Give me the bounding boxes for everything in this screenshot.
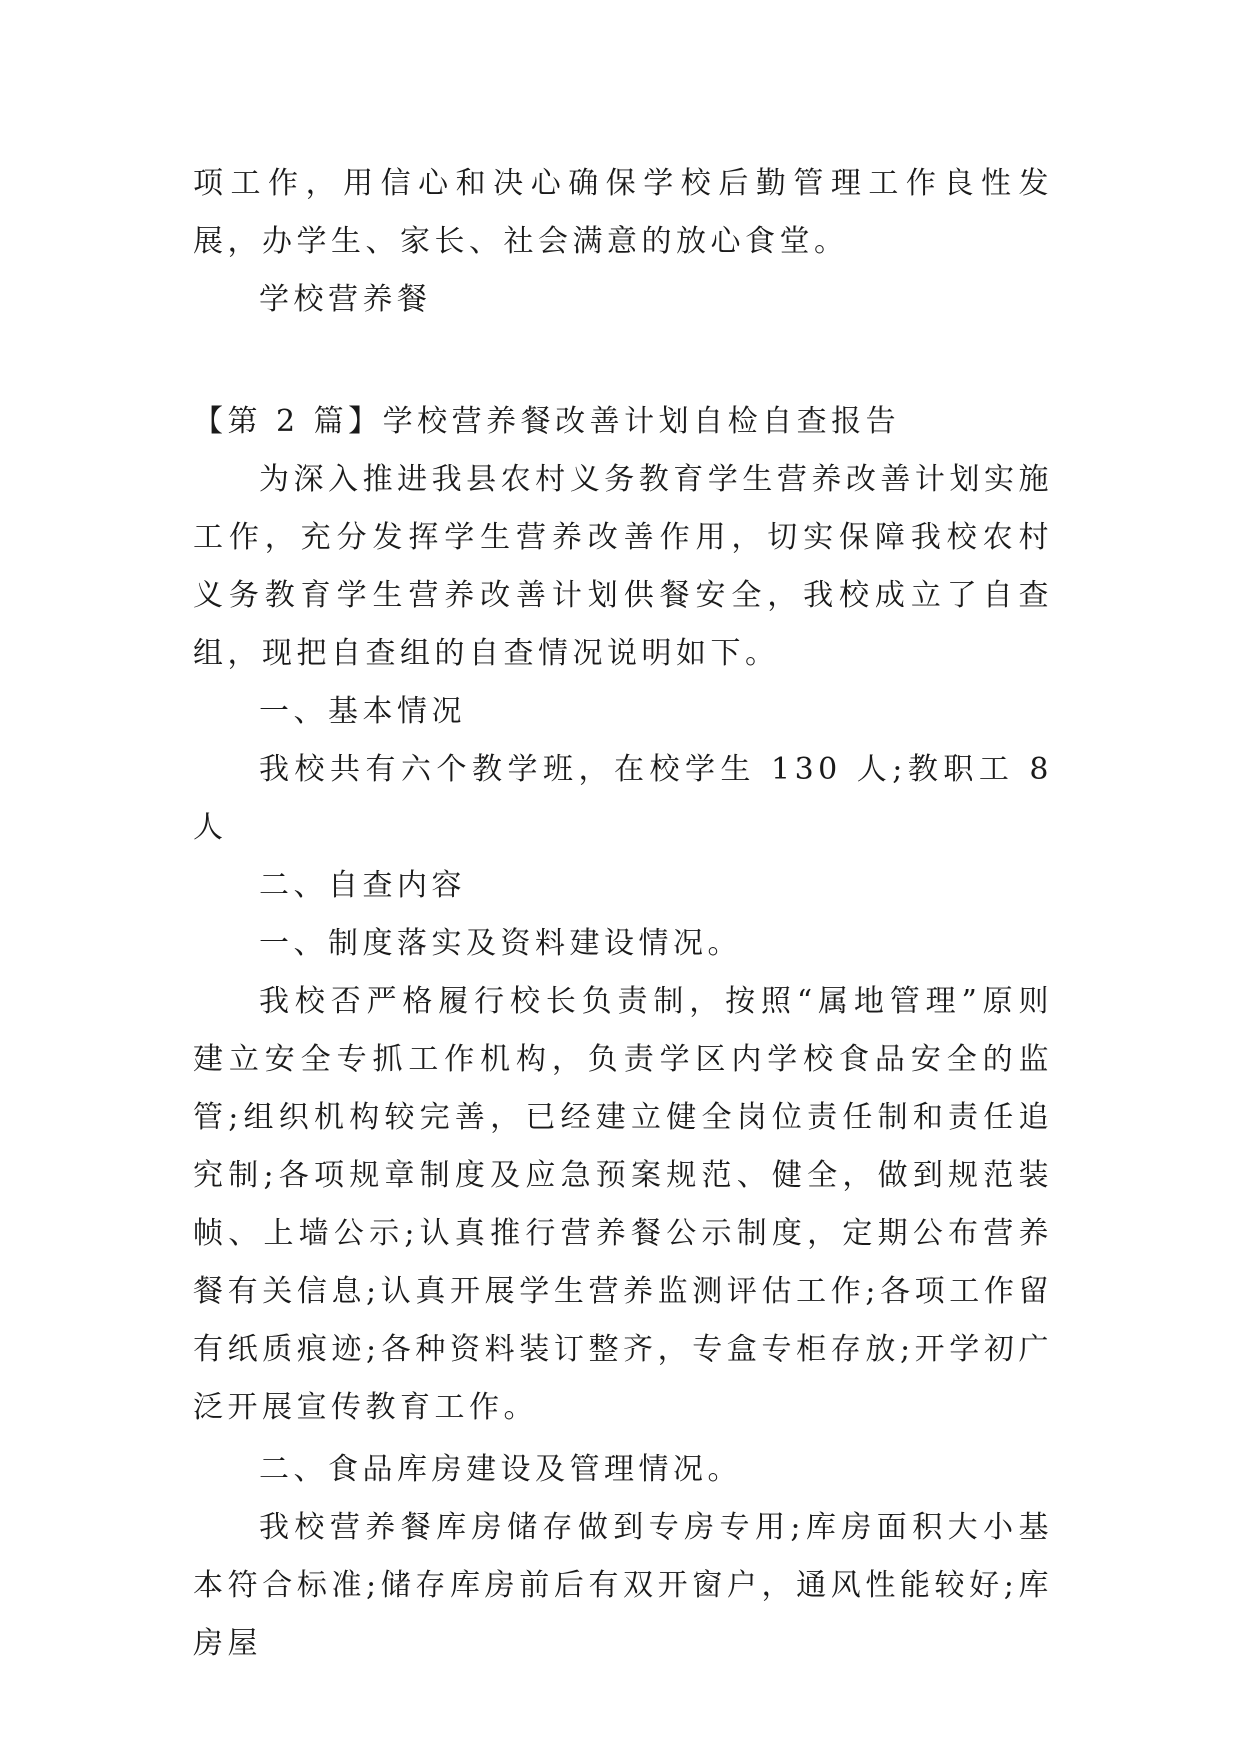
paragraph-storage: 我校营养餐库房储存做到专房专用;库房面积大小基本符合标准;储存库房前后有双开窗户，通风性能较好;库房屋: [193, 1510, 1053, 1661]
subheading-storage: 二、食品库房建设及管理情况。: [259, 1452, 742, 1487]
paragraph-label: 学校营养餐: [259, 282, 432, 317]
section-title: 【第 2 篇】学校营养餐改善计划自检自查报告: [193, 404, 901, 439]
subheading-basic-info: 一、基本情况: [259, 694, 466, 729]
subheading-system: 一、制度落实及资料建设情况。: [259, 926, 742, 961]
paragraph-continuation: 项工作，用信心和决心确保学校后勤管理工作良性发展，办学生、家长、社会满意的放心食堂。: [193, 166, 1053, 259]
subheading-self-check: 二、自查内容: [259, 868, 466, 903]
paragraph-intro: 为深入推进我县农村义务教育学生营养改善计划实施工作，充分发挥学生营养改善作用，切实保障我校农村义务教育学生营养改善计划供餐安全，我校成立了自查组，现把自查组的自查情况说明如下。: [193, 462, 1053, 671]
document-body: [193, 155, 1053, 1673]
paragraph-basic-info: 我校共有六个教学班，在校学生 130 人;教职工 8 人: [193, 752, 1053, 845]
paragraph-system: 我校否严格履行校长负责制，按照“属地管理”原则建立安全专抓工作机构，负责学区内学校食品安全的监管;组织机构较完善，已经建立健全岗位责任制和责任追究制;各项规章制度及应急预案规范、健全，做到规范装帧、上墙公示;认真推行营养餐公示制度，定期公布营养餐有关信息;认真开展学生营养监测评估工作;各项工作留有纸质痕迹;各种资料装订整齐，专盒专柜存放;开学初广泛开展宣传教育工作。: [193, 984, 1053, 1425]
